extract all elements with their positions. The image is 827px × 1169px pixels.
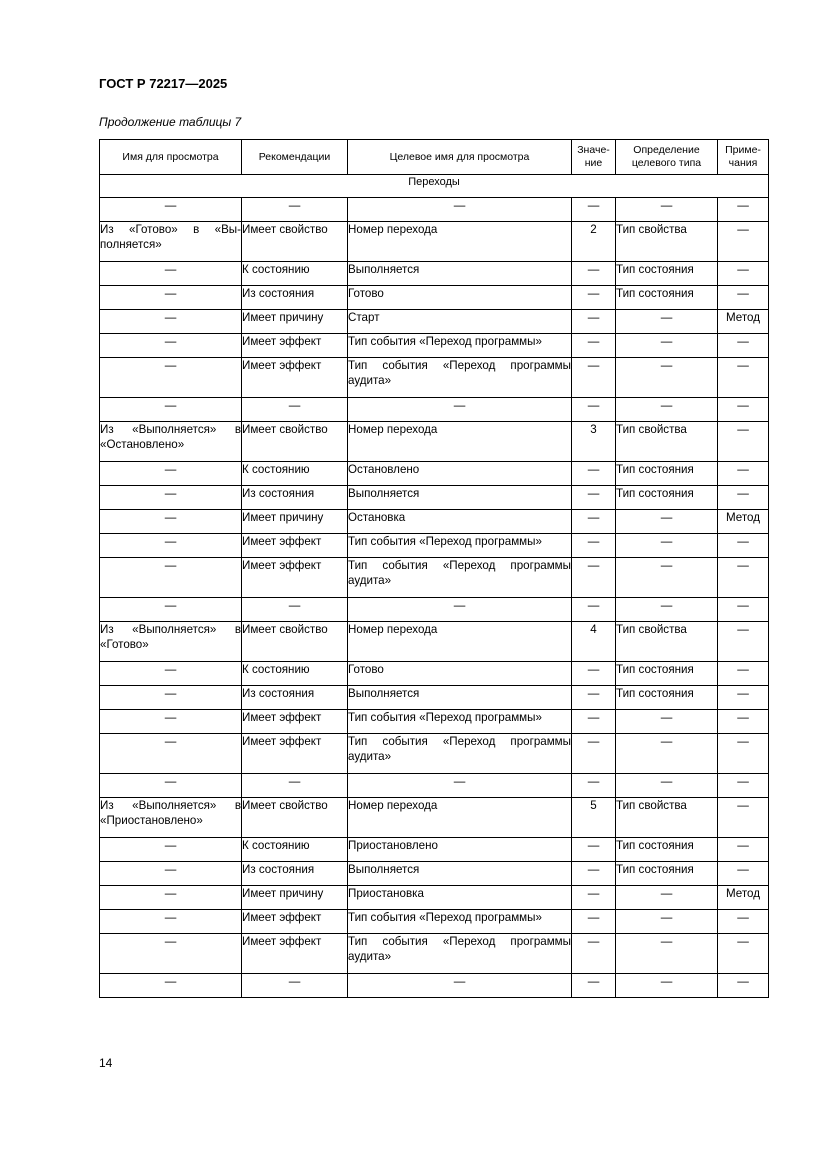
cell-value: — bbox=[572, 310, 616, 334]
cell-view-name: — bbox=[100, 686, 242, 710]
cell-target-type: — bbox=[616, 710, 718, 734]
cell-recommendation: Из состояния bbox=[242, 862, 348, 886]
cell-view-name: Из «Готово» в «Вы-полняется» bbox=[100, 222, 242, 262]
cell-target-type: — bbox=[616, 198, 718, 222]
table-row bbox=[100, 198, 769, 222]
cell-note: — bbox=[718, 558, 769, 598]
cell-value: 4 bbox=[572, 622, 616, 662]
cell-target-type: Тип состояния bbox=[616, 686, 718, 710]
cell-note: Метод bbox=[718, 310, 769, 334]
cell-target-type: Тип состояния bbox=[616, 838, 718, 862]
cell-target-name: Номер перехода bbox=[348, 798, 572, 838]
cell-target-name: Выполняется bbox=[348, 862, 572, 886]
cell-value: — bbox=[572, 662, 616, 686]
cell-target-name: Тип события «Переход программы аудита» bbox=[348, 358, 572, 398]
cell-note: — bbox=[718, 798, 769, 838]
cell-note: — bbox=[718, 534, 769, 558]
cell-note: — bbox=[718, 774, 769, 798]
cell-note: — bbox=[718, 222, 769, 262]
cell-value: — bbox=[572, 358, 616, 398]
cell-view-name: — bbox=[100, 198, 242, 222]
table-row bbox=[100, 486, 769, 510]
cell-note: Метод bbox=[718, 510, 769, 534]
col-header-view-name: Имя для просмотра bbox=[100, 140, 242, 175]
cell-target-name: Номер перехода bbox=[348, 622, 572, 662]
cell-target-name: Тип события «Переход программы аудита» bbox=[348, 558, 572, 598]
cell-view-name: — bbox=[100, 486, 242, 510]
table-row bbox=[100, 862, 769, 886]
cell-target-name: — bbox=[348, 598, 572, 622]
cell-target-name: Старт bbox=[348, 310, 572, 334]
cell-value: 2 bbox=[572, 222, 616, 262]
cell-target-type: Тип свойства bbox=[616, 422, 718, 462]
page-number: 14 bbox=[99, 1056, 113, 1070]
cell-target-type: — bbox=[616, 334, 718, 358]
table-caption: Продолжение таблицы 7 bbox=[99, 115, 242, 129]
cell-note: — bbox=[718, 486, 769, 510]
cell-recommendation: — bbox=[242, 598, 348, 622]
col-header-notes: Приме-чания bbox=[718, 140, 769, 175]
cell-target-name: Тип события «Переход программы» bbox=[348, 710, 572, 734]
cell-target-type: — bbox=[616, 398, 718, 422]
cell-target-type: — bbox=[616, 774, 718, 798]
cell-value: — bbox=[572, 710, 616, 734]
col-header-target-view-name: Целевое имя для просмотра bbox=[348, 140, 572, 175]
cell-note: — bbox=[718, 462, 769, 486]
cell-view-name: — bbox=[100, 710, 242, 734]
cell-value: — bbox=[572, 598, 616, 622]
cell-value: — bbox=[572, 838, 616, 862]
cell-view-name: — bbox=[100, 838, 242, 862]
cell-recommendation: Имеет свойство bbox=[242, 422, 348, 462]
cell-value: — bbox=[572, 886, 616, 910]
cell-target-type: — bbox=[616, 910, 718, 934]
cell-value: — bbox=[572, 686, 616, 710]
cell-target-type: — bbox=[616, 358, 718, 398]
cell-recommendation: — bbox=[242, 198, 348, 222]
cell-view-name: — bbox=[100, 934, 242, 974]
cell-target-name: Выполняется bbox=[348, 486, 572, 510]
table-row bbox=[100, 622, 769, 662]
cell-view-name: — bbox=[100, 310, 242, 334]
cell-note: — bbox=[718, 358, 769, 398]
cell-target-type: Тип состояния bbox=[616, 862, 718, 886]
col-header-value: Значе-ние bbox=[572, 140, 616, 175]
cell-note: — bbox=[718, 710, 769, 734]
cell-note: — bbox=[718, 598, 769, 622]
cell-view-name: — bbox=[100, 662, 242, 686]
cell-recommendation: К состоянию bbox=[242, 462, 348, 486]
cell-target-name: Номер перехода bbox=[348, 222, 572, 262]
table-row bbox=[100, 598, 769, 622]
cell-view-name: — bbox=[100, 286, 242, 310]
cell-value: — bbox=[572, 774, 616, 798]
cell-value: — bbox=[572, 510, 616, 534]
document-code: ГОСТ Р 72217—2025 bbox=[99, 76, 228, 91]
cell-target-name: Готово bbox=[348, 286, 572, 310]
cell-target-name: Приостановка bbox=[348, 886, 572, 910]
table-row bbox=[100, 510, 769, 534]
cell-value: — bbox=[572, 734, 616, 774]
cell-value: — bbox=[572, 286, 616, 310]
cell-note: — bbox=[718, 862, 769, 886]
table-row bbox=[100, 534, 769, 558]
cell-note: — bbox=[718, 934, 769, 974]
cell-recommendation: Имеет свойство bbox=[242, 222, 348, 262]
cell-value: — bbox=[572, 910, 616, 934]
table-row bbox=[100, 310, 769, 334]
cell-target-name: Тип события «Переход программы» bbox=[348, 534, 572, 558]
cell-recommendation: — bbox=[242, 398, 348, 422]
cell-recommendation: — bbox=[242, 974, 348, 998]
cell-recommendation: Имеет свойство bbox=[242, 622, 348, 662]
cell-note: — bbox=[718, 622, 769, 662]
cell-note: — bbox=[718, 838, 769, 862]
table-row bbox=[100, 358, 769, 398]
table-header-row bbox=[100, 140, 769, 175]
table-row bbox=[100, 398, 769, 422]
cell-recommendation: К состоянию bbox=[242, 662, 348, 686]
cell-target-type: Тип свойства bbox=[616, 222, 718, 262]
cell-view-name: — bbox=[100, 598, 242, 622]
cell-target-name: Остановлено bbox=[348, 462, 572, 486]
cell-target-type: Тип состояния bbox=[616, 486, 718, 510]
cell-recommendation: Имеет эффект bbox=[242, 558, 348, 598]
cell-note: — bbox=[718, 262, 769, 286]
table-row bbox=[100, 838, 769, 862]
cell-target-type: Тип свойства bbox=[616, 622, 718, 662]
cell-target-name: Тип события «Переход программы аудита» bbox=[348, 734, 572, 774]
cell-note: — bbox=[718, 974, 769, 998]
cell-value: 5 bbox=[572, 798, 616, 838]
cell-note: — bbox=[718, 910, 769, 934]
cell-recommendation: — bbox=[242, 774, 348, 798]
cell-value: — bbox=[572, 486, 616, 510]
cell-recommendation: Имеет эффект bbox=[242, 334, 348, 358]
cell-value: 3 bbox=[572, 422, 616, 462]
cell-target-type: — bbox=[616, 886, 718, 910]
data-table bbox=[99, 139, 769, 998]
cell-note: — bbox=[718, 286, 769, 310]
cell-view-name: — bbox=[100, 862, 242, 886]
cell-value: — bbox=[572, 934, 616, 974]
cell-value: — bbox=[572, 398, 616, 422]
cell-recommendation: Имеет свойство bbox=[242, 798, 348, 838]
cell-recommendation: Имеет эффект bbox=[242, 734, 348, 774]
cell-view-name: — bbox=[100, 334, 242, 358]
cell-target-name: — bbox=[348, 198, 572, 222]
cell-target-type: — bbox=[616, 558, 718, 598]
cell-value: — bbox=[572, 262, 616, 286]
cell-value: — bbox=[572, 558, 616, 598]
cell-view-name: — bbox=[100, 910, 242, 934]
table-row bbox=[100, 222, 769, 262]
cell-view-name: — bbox=[100, 534, 242, 558]
cell-recommendation: К состоянию bbox=[242, 838, 348, 862]
cell-value: — bbox=[572, 974, 616, 998]
cell-target-name: — bbox=[348, 774, 572, 798]
col-header-target-type: Определение целевого типа bbox=[616, 140, 718, 175]
table-row bbox=[100, 262, 769, 286]
cell-recommendation: Имеет эффект bbox=[242, 934, 348, 974]
table-row bbox=[100, 334, 769, 358]
cell-recommendation: Имеет эффект bbox=[242, 534, 348, 558]
cell-target-type: Тип состояния bbox=[616, 462, 718, 486]
cell-view-name: — bbox=[100, 886, 242, 910]
cell-view-name: Из «Выполняется» в «Остановлено» bbox=[100, 422, 242, 462]
table-row bbox=[100, 662, 769, 686]
cell-recommendation: Имеет причину bbox=[242, 510, 348, 534]
cell-recommendation: Имеет эффект bbox=[242, 358, 348, 398]
table-row bbox=[100, 798, 769, 838]
table-row bbox=[100, 974, 769, 998]
cell-note: — bbox=[718, 686, 769, 710]
cell-note: — bbox=[718, 662, 769, 686]
cell-note: — bbox=[718, 422, 769, 462]
cell-recommendation: Имеет причину bbox=[242, 886, 348, 910]
cell-note: — bbox=[718, 334, 769, 358]
table-row bbox=[100, 734, 769, 774]
cell-target-name: Тип события «Переход программы» bbox=[348, 334, 572, 358]
cell-note: — bbox=[718, 198, 769, 222]
cell-target-type: Тип свойства bbox=[616, 798, 718, 838]
cell-target-type: — bbox=[616, 598, 718, 622]
cell-target-type: Тип состояния bbox=[616, 262, 718, 286]
cell-target-name: Тип события «Переход программы» bbox=[348, 910, 572, 934]
cell-recommendation: К состоянию bbox=[242, 262, 348, 286]
cell-target-name: Тип события «Переход программы аудита» bbox=[348, 934, 572, 974]
cell-target-type: — bbox=[616, 734, 718, 774]
cell-target-name: Готово bbox=[348, 662, 572, 686]
cell-target-type: — bbox=[616, 934, 718, 974]
cell-view-name: — bbox=[100, 510, 242, 534]
cell-value: — bbox=[572, 534, 616, 558]
section-title: Переходы bbox=[100, 175, 769, 198]
cell-target-type: Тип состояния bbox=[616, 662, 718, 686]
cell-note: — bbox=[718, 398, 769, 422]
table-row bbox=[100, 934, 769, 974]
cell-target-name: Номер перехода bbox=[348, 422, 572, 462]
table-row bbox=[100, 286, 769, 310]
cell-view-name: Из «Выполняется» в «Приостановлено» bbox=[100, 798, 242, 838]
cell-recommendation: Из состояния bbox=[242, 486, 348, 510]
cell-view-name: — bbox=[100, 462, 242, 486]
table-row bbox=[100, 462, 769, 486]
cell-target-name: Выполняется bbox=[348, 262, 572, 286]
table-row bbox=[100, 686, 769, 710]
table-row bbox=[100, 774, 769, 798]
cell-view-name: — bbox=[100, 734, 242, 774]
table-row bbox=[100, 910, 769, 934]
cell-view-name: — bbox=[100, 262, 242, 286]
cell-target-name: Приостановлено bbox=[348, 838, 572, 862]
section-row bbox=[100, 175, 769, 198]
cell-target-type: — bbox=[616, 974, 718, 998]
table-row bbox=[100, 422, 769, 462]
table-row bbox=[100, 558, 769, 598]
cell-view-name: — bbox=[100, 774, 242, 798]
cell-view-name: Из «Выполняется» в «Готово» bbox=[100, 622, 242, 662]
cell-view-name: — bbox=[100, 358, 242, 398]
cell-recommendation: Имеет эффект bbox=[242, 710, 348, 734]
cell-value: — bbox=[572, 334, 616, 358]
cell-target-name: — bbox=[348, 974, 572, 998]
cell-target-type: — bbox=[616, 310, 718, 334]
cell-recommendation: Имеет эффект bbox=[242, 910, 348, 934]
table-row bbox=[100, 710, 769, 734]
table-row bbox=[100, 886, 769, 910]
cell-view-name: — bbox=[100, 558, 242, 598]
cell-target-name: Выполняется bbox=[348, 686, 572, 710]
cell-value: — bbox=[572, 198, 616, 222]
cell-target-type: — bbox=[616, 534, 718, 558]
cell-target-type: — bbox=[616, 510, 718, 534]
cell-view-name: — bbox=[100, 398, 242, 422]
cell-view-name: — bbox=[100, 974, 242, 998]
cell-recommendation: Имеет причину bbox=[242, 310, 348, 334]
cell-recommendation: Из состояния bbox=[242, 286, 348, 310]
cell-target-name: — bbox=[348, 398, 572, 422]
cell-value: — bbox=[572, 462, 616, 486]
cell-note: Метод bbox=[718, 886, 769, 910]
cell-target-name: Остановка bbox=[348, 510, 572, 534]
cell-recommendation: Из состояния bbox=[242, 686, 348, 710]
col-header-recommendations: Рекомендации bbox=[242, 140, 348, 175]
cell-value: — bbox=[572, 862, 616, 886]
cell-target-type: Тип состояния bbox=[616, 286, 718, 310]
cell-note: — bbox=[718, 734, 769, 774]
